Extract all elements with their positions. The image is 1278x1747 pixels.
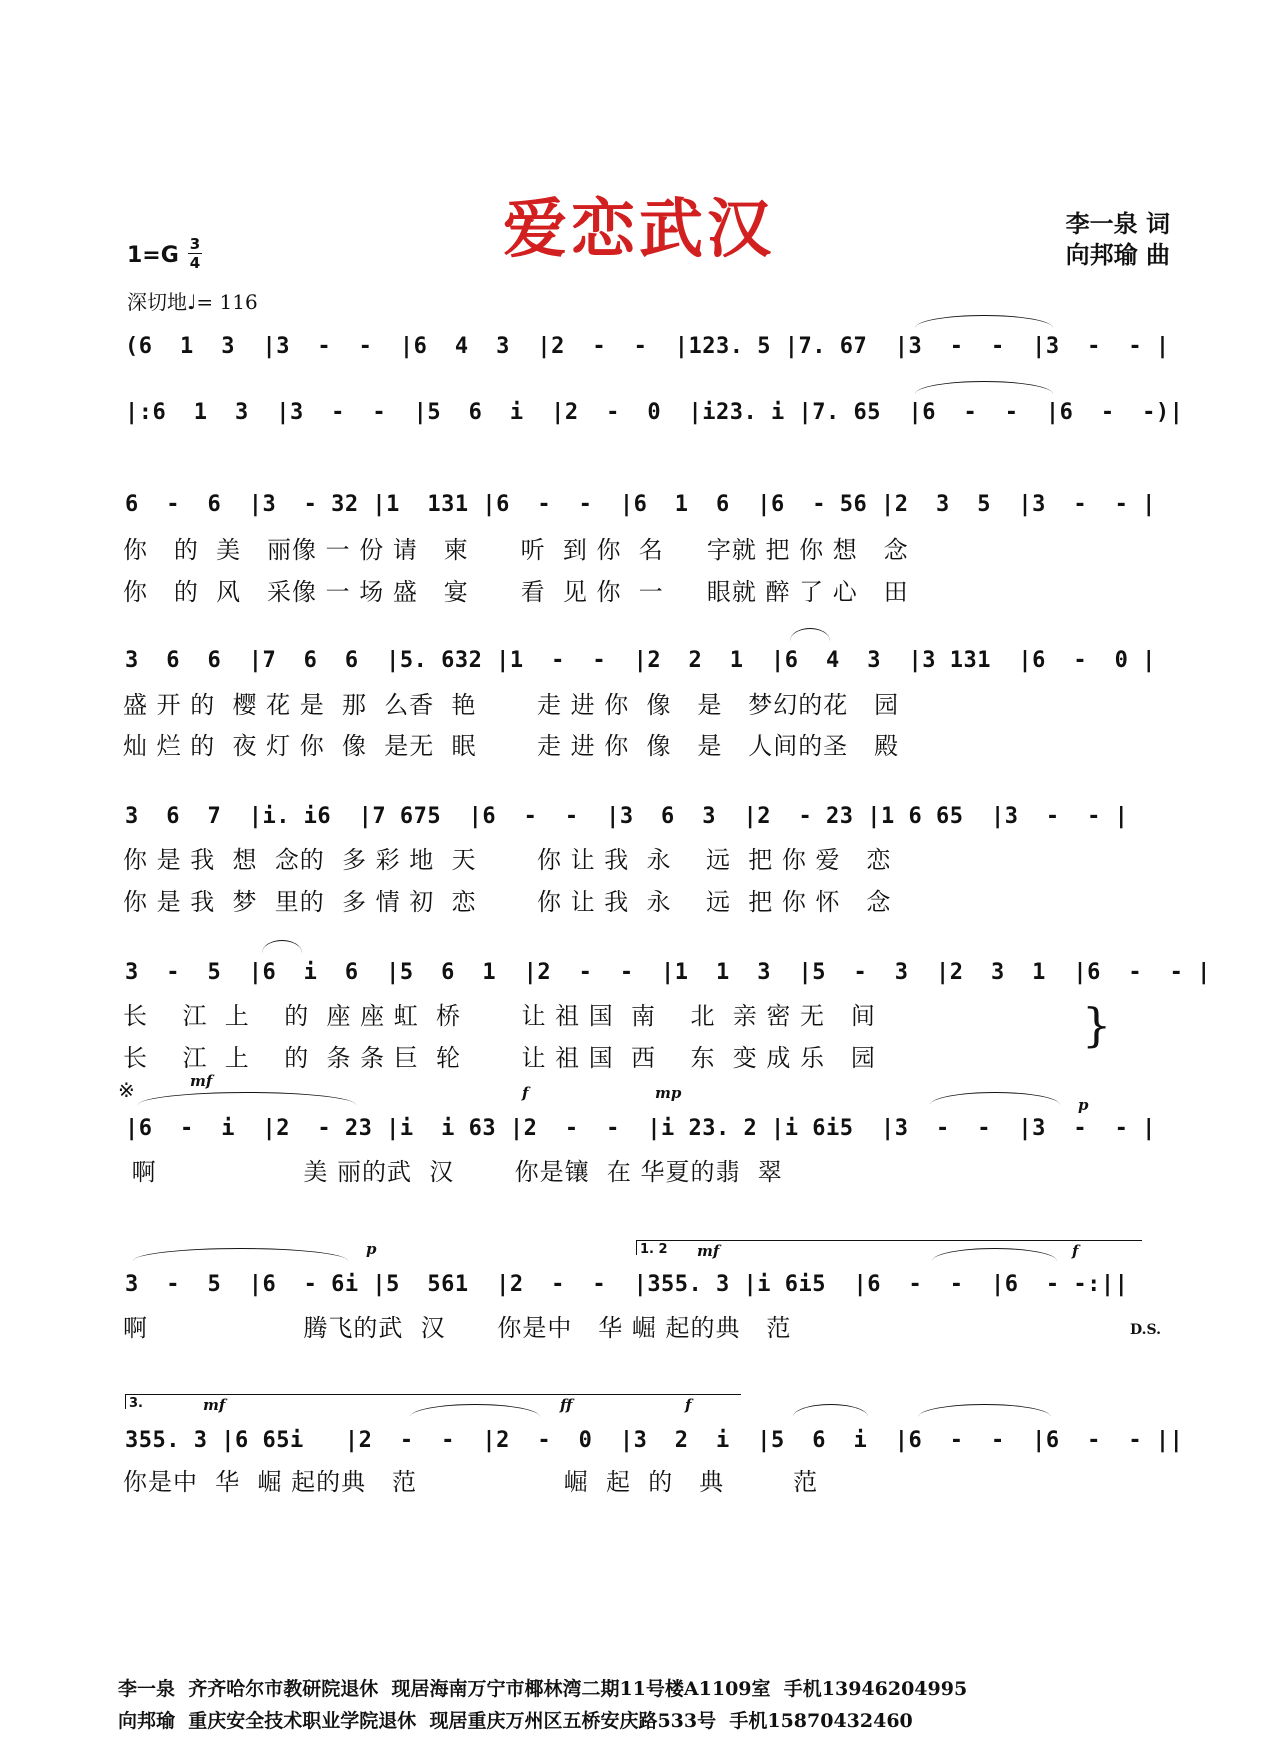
lyrics-system-8: 啊 腾飞的武 汉 你是中 华 崛 起的典 范 — [123, 1314, 792, 1342]
segno-mark: ※ — [118, 1078, 135, 1102]
dynamic-mp: mp — [655, 1084, 682, 1102]
footer-lyricist-info: 李一泉 齐齐哈尔市教研院退休 现居海南万宁市椰林湾二期11号楼A1109室 手机13946204995 — [118, 1678, 968, 1700]
dynamic-mf: mf — [190, 1072, 213, 1090]
dynamic-ff: ff — [560, 1396, 573, 1414]
slur — [790, 628, 830, 641]
notes-system-7: |6 - i |2 - 23 |i i 63 |2 - - |i 23. 2 |i 6i5 |3 - - |3 - - | — [125, 1116, 1156, 1141]
tie — [930, 1092, 1060, 1105]
lyrics-verse2-system-5: 你 是 我 梦 里的 多 情 初 恋 你 让 我 永 远 把 你 怀 念 — [123, 888, 892, 916]
lyrics-verse1-system-3: 你 的 美 丽像 一 份 请 柬 听 到 你 名 字就 把 你 想 念 — [123, 536, 909, 564]
verse-brace: } — [1082, 998, 1112, 1052]
slur — [133, 1248, 348, 1261]
key-signature: 1=G — [127, 243, 179, 268]
tempo-marking: 深切地♩= 116 — [127, 290, 258, 314]
dynamic-p: p — [1078, 1096, 1089, 1114]
slur — [262, 940, 302, 953]
lyrics-verse1-system-4: 盛 开 的 樱 花 是 那 么香 艳 走 进 你 像 是 梦幻的花 园 — [123, 691, 900, 719]
slur — [138, 1092, 356, 1105]
time-sig-bottom: 4 — [189, 254, 201, 272]
dynamic-f: f — [522, 1084, 529, 1102]
dal-segno-mark: D.S. — [1130, 1322, 1162, 1338]
slur — [793, 1404, 868, 1417]
lyrics-system-7: 啊 美 丽的武 汉 你是镶 在 华夏的翡 翠 — [123, 1158, 783, 1186]
tie — [918, 1404, 1051, 1417]
lyrics-verse1-system-5: 你 是 我 想 念的 多 彩 地 天 你 让 我 永 远 把 你 爱 恋 — [123, 846, 892, 874]
lyrics-verse2-system-6: 长 江 上 的 条 条 巨 轮 让 祖 国 西 东 变 成 乐 园 — [123, 1044, 876, 1072]
tie — [915, 315, 1053, 328]
notes-system-1: (6 1 3 |3 - - |6 4 3 |2 - - |123. 5 |7. 67 |3 - - |3 - - | — [125, 334, 1170, 359]
notes-system-3: 6 - 6 |3 - 32 |1 131 |6 - - |6 1 6 |6 - 56 |2 3 5 |3 - - | — [125, 492, 1156, 517]
dynamic-mf: mf — [203, 1396, 226, 1414]
time-sig-top: 3 — [189, 235, 201, 253]
notes-system-9: 355. 3 |6 65i |2 - - |2 - 0 |3 2 i |5 6 i |6 - - |6 - - || — [125, 1428, 1184, 1453]
volta-3-label: 3. — [129, 1396, 143, 1411]
time-signature — [188, 236, 202, 271]
dynamic-p: p — [366, 1240, 377, 1258]
lyricist-credit: 李一泉 词 — [1065, 209, 1170, 238]
footer-composer-info: 向邦瑜 重庆安全技术职业学院退休 现居重庆万州区五桥安庆路533号 手机15870432460 — [118, 1710, 913, 1732]
notes-system-5: 3 6 7 |i. i6 |7 675 |6 - - |3 6 3 |2 - 23 |1 6 65 |3 - - | — [125, 804, 1129, 829]
lyrics-verse2-system-3: 你 的 风 采像 一 场 盛 宴 看 见 你 一 眼就 醉 了 心 田 — [123, 578, 909, 606]
volta-1-2-label: 1. 2 — [640, 1242, 668, 1257]
notes-system-6: 3 - 5 |6 i 6 |5 6 1 |2 - - |1 1 3 |5 - 3 |2 3 1 |6 - - | — [125, 960, 1211, 985]
dynamic-mf: mf — [697, 1242, 720, 1260]
song-title: 爱恋武汉 — [503, 192, 775, 267]
tie — [915, 381, 1053, 394]
notes-system-2: |:6 1 3 |3 - - |5 6 i |2 - 0 |i23. i |7. 65 |6 - - |6 - -)| — [125, 400, 1184, 425]
lyrics-verse2-system-4: 灿 烂 的 夜 灯 你 像 是无 眠 走 进 你 像 是 人间的圣 殿 — [123, 732, 900, 760]
lyrics-system-9: 你是中 华 崛 起的典 范 崛 起 的 典 范 — [123, 1468, 819, 1496]
dynamic-f: f — [1072, 1242, 1079, 1260]
notes-system-4: 3 6 6 |7 6 6 |5. 632 |1 - - |2 2 1 |6 4 3 |3 131 |6 - 0 | — [125, 648, 1156, 673]
notes-system-8: 3 - 5 |6 - 6i |5 561 |2 - - |355. 3 |i 6i5 |6 - - |6 - -:|| — [125, 1272, 1129, 1297]
lyrics-verse1-system-6: 长 江 上 的 座 座 虹 桥 让 祖 国 南 北 亲 密 无 间 — [123, 1002, 876, 1030]
dynamic-f: f — [685, 1396, 692, 1414]
composer-credit: 向邦瑜 曲 — [1065, 240, 1170, 269]
